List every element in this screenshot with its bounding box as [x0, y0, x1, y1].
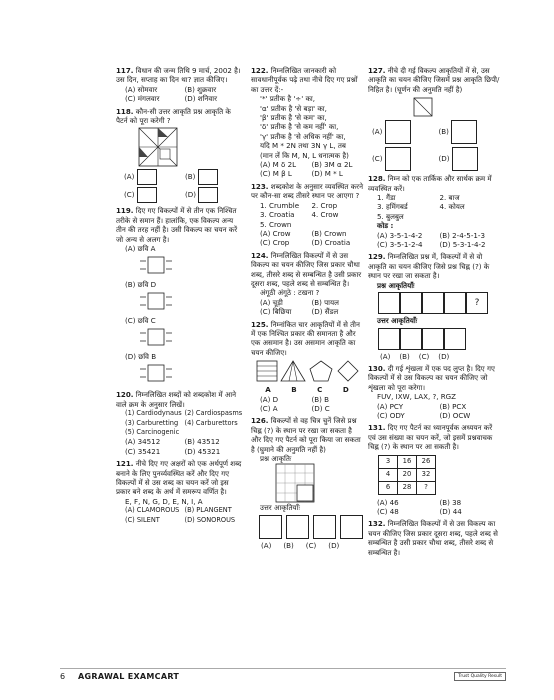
- question-figure-4: [444, 292, 466, 314]
- option-c[interactable]: (C): [418, 351, 430, 361]
- option-d[interactable]: (D) 44: [439, 506, 462, 516]
- answer-figure-b[interactable]: [286, 515, 309, 539]
- question-text: निम्नांकित चार आकृतियों में से तीन में एक निश्चित प्रकार की समानता है और एक असमान है। उस असमान आकृति का चयन कीजिए।: [251, 319, 360, 357]
- option-d[interactable]: (D) 45321: [184, 446, 221, 456]
- question-text: शब्दकोश के अनुसार व्यवस्थित करने पर कौन-सा शब्द तीसरे स्थान पर आएगा ?: [251, 181, 364, 201]
- question-text: निम्नलिखित विकल्पों में से उस विकल्प का चयन कीजिए जिस प्रकार दूसरा शब्द, पहले शब्द से सम्बन्धित है उसी प्रकार चौथा शब्द, तीसरे शब्द से सम्बन्धित है।: [368, 519, 498, 557]
- question-126: [251, 416, 363, 550]
- page-number: 6: [60, 671, 66, 681]
- list-item: (4) Carburettors: [184, 418, 238, 427]
- option-d[interactable]: (D) छवि B: [125, 351, 157, 361]
- answer-figure-label: उत्तर आकृतियाँः: [260, 503, 300, 513]
- option-c[interactable]: (C) Crop: [260, 238, 290, 248]
- option-a[interactable]: (A) D: [260, 394, 279, 404]
- question-figure: [275, 463, 315, 503]
- question-number: 118.: [116, 106, 134, 116]
- option-b[interactable]: (B): [399, 351, 410, 361]
- question-text: नीचे दिए गए अक्षरों को एक अर्थपूर्ण शब्द बनाने के लिए पुनर्व्यवस्थित करें और दिए गए विकल्पों में से उस शब्द का चयन करें जो इस प्रकार बने शब्द के अर्थ में समरूप वर्णित है।: [116, 459, 242, 497]
- question-122: [251, 66, 363, 179]
- option-a[interactable]: (A) Crow: [260, 228, 291, 238]
- option-b[interactable]: (B): [283, 540, 294, 550]
- option-b[interactable]: (B) शुक्रवार: [184, 84, 217, 94]
- option-c[interactable]: (C) मंगलवार: [125, 94, 160, 104]
- option-c[interactable]: (C) A: [260, 404, 278, 413]
- option-d[interactable]: (D) M * L: [311, 169, 343, 179]
- question-number: 126.: [251, 416, 269, 426]
- question-number: 125.: [251, 319, 269, 329]
- list-item: 5. बुलबुल: [377, 211, 404, 221]
- answer-figure-d[interactable]: [340, 515, 363, 539]
- question-number: 120.: [116, 390, 134, 400]
- rule-line: '*' प्रतीक है '÷' का,: [260, 94, 315, 104]
- list-item: (3) Carburetting: [125, 418, 179, 427]
- option-c[interactable]: (C) ODY: [377, 410, 405, 420]
- letters: E, F, N, G, D, E, N, I, A: [125, 496, 203, 506]
- question-text: विकल्पों से वह चित्र चुनें जिसे प्रश्न चिह्न (?) के स्थान पर रखा जा सकता है और दिए गए पैटर्न को पूरा किया जा सकता है (घुमाने की अनुमति नहीं है): [251, 416, 361, 454]
- question-number: 128.: [368, 174, 386, 184]
- question-text: दिए गए पैटर्न का ध्यानपूर्वक अध्ययन करें एवं उस संख्या का चयन करें, जो इसमें प्रश्नवाचक चिह्न (?) के स्थान पर आ सकती है।: [368, 423, 493, 452]
- option-d[interactable]: (D): [438, 351, 450, 361]
- figure-a: [136, 253, 176, 277]
- option-a[interactable]: (A) PCY: [377, 401, 404, 411]
- question-131: [368, 423, 502, 516]
- option-c[interactable]: (C) 48: [377, 506, 399, 516]
- question-text: नीचे दी गई विकल्प आकृतियों में से, उस आकृति का चयन कीजिए जिसमें प्रश्न आकृति छिपी/निहित है। (घूर्णन की अनुमति नहीं है): [368, 66, 500, 94]
- question-text: दी गई शृंखला में एक पद लुप्त है। दिए गए विकल्पों में से उस विकल्प का चयन कीजिए जो शृंखला को पूरा करेगा।: [368, 363, 495, 392]
- list-item: 3. हमिंगबर्ड: [377, 202, 408, 212]
- question-number: 132.: [368, 519, 386, 529]
- option-c[interactable]: (C) बिछिया: [260, 307, 292, 317]
- option-a[interactable]: (A) चूड़ी: [260, 297, 283, 307]
- option-a[interactable]: (A) M δ 2L: [260, 160, 297, 170]
- option-c[interactable]: (C) 3-5-1-2-4: [377, 240, 423, 250]
- code-label: कोड :: [377, 221, 394, 231]
- question-figure-3: [422, 292, 444, 314]
- option-d[interactable]: (D) 5-3-1-4-2: [439, 240, 486, 250]
- answer-figure-a[interactable]: [378, 328, 400, 350]
- option-c[interactable]: (C) SILENT: [125, 515, 160, 524]
- option-a[interactable]: (A): [380, 351, 391, 361]
- figure-b: [136, 289, 176, 313]
- option-c[interactable]: (C) छवि C: [125, 315, 156, 325]
- option-b[interactable]: (B) 3M α 2L: [311, 160, 353, 170]
- option-d[interactable]: (D): [185, 187, 244, 203]
- question-132: [368, 519, 502, 557]
- option-b[interactable]: (B) PCX: [439, 401, 467, 411]
- option-b[interactable]: (B) Crown: [311, 228, 347, 238]
- question-number: 117.: [116, 66, 134, 75]
- list-item: (1) Cardiodynaus: [125, 409, 182, 418]
- list-item: 4. कोयल: [439, 202, 465, 212]
- option-b[interactable]: (B) B: [311, 394, 330, 404]
- brand-logo: Trust Quality Result: [454, 672, 506, 681]
- option-b[interactable]: (B): [185, 169, 244, 185]
- number-grid: 3 16 26 4 20 32 6 28 ?: [378, 455, 436, 495]
- question-figure-label: प्रश्न आकृतियाँः: [377, 280, 415, 290]
- option-c[interactable]: (C): [124, 187, 183, 203]
- question-number: 127.: [368, 66, 386, 75]
- question-text: दिए गए विकल्पों में से तीन एक निश्चित तरीके से समान हैं। हालांकि, एक विकल्प अन्य तीन की तरह नहीं है। उसी विकल्प का चयन करें जो अन्य से अलग है।: [116, 206, 238, 244]
- question-129: [368, 252, 502, 360]
- question-number: 122.: [251, 66, 269, 75]
- figures-row: [255, 359, 359, 385]
- rule-line: (मान लें कि M, N, L धनात्मक है): [260, 150, 349, 160]
- figure-label: B: [291, 385, 297, 395]
- rule-line: 'δ' प्रतीक है 'से कम नहीं' का,: [260, 122, 339, 132]
- option-a[interactable]: (A): [124, 169, 183, 185]
- option-d[interactable]: (D) C: [311, 404, 330, 413]
- option-b[interactable]: (B) 2-4-5-1-3: [439, 230, 485, 240]
- option-a[interactable]: (A) छवि A: [125, 244, 156, 254]
- option-a[interactable]: (A): [261, 540, 272, 550]
- option-d[interactable]: (D): [328, 540, 340, 550]
- question-mark-box: ?: [466, 292, 488, 314]
- question-figure-label: प्रश्न आकृतिः: [260, 454, 292, 464]
- question-number: 119.: [116, 206, 134, 216]
- column-3: [368, 66, 502, 560]
- question-128: [368, 174, 502, 249]
- question-text: निम्न को एक तार्किक और सार्थक क्रम में व्यवस्थित करें।: [368, 174, 492, 193]
- list-item: 1. Crumble: [260, 200, 300, 210]
- option-b[interactable]: (B) 38: [439, 497, 462, 507]
- figure-label: A: [265, 385, 271, 395]
- column-2: [251, 66, 363, 553]
- list-item: (2) Cardiospasms: [184, 409, 243, 418]
- list-item: 5. Crown: [260, 219, 292, 229]
- option-a[interactable]: (A) 46: [377, 497, 399, 507]
- option-d[interactable]: (D): [439, 147, 503, 171]
- question-number: 123.: [251, 181, 269, 191]
- question-text: निम्नलिखित विकल्पों में से उस विकल्प का चयन कीजिए जिस प्रकार चौथा शब्द, तीसरे शब्द से सम्बन्धित है उसी प्रकार दूसरा शब्द, पहले शब्द से सम्बन्धित है।: [251, 250, 362, 288]
- figure-label: C: [317, 385, 323, 395]
- rule-line: 'γ' प्रतीक है 'से अधिक नहीं' का,: [260, 131, 346, 141]
- question-124: [251, 251, 363, 317]
- option-b[interactable]: (B) 43512: [184, 437, 220, 447]
- rule-line: 'β' प्रतीक है 'से कम' का,: [260, 113, 327, 123]
- option-a[interactable]: (A): [372, 120, 436, 144]
- figure-c: [136, 325, 176, 349]
- question-120: [116, 390, 244, 456]
- question-127: [368, 66, 502, 171]
- question-117: [116, 66, 244, 104]
- figure-d: [136, 361, 176, 385]
- question-118: [116, 107, 244, 204]
- question-number: 130.: [368, 363, 386, 373]
- option-b[interactable]: (B) पायल: [311, 297, 339, 307]
- question-number: 124.: [251, 250, 269, 260]
- question-number: 121.: [116, 459, 134, 469]
- option-b[interactable]: (B) PLANGENT: [184, 506, 232, 515]
- option-a[interactable]: (A) 34512: [125, 437, 161, 447]
- question-123: [251, 182, 363, 248]
- question-text: निम्नलिखित प्रश्न में, विकल्पों में से वो आकृति का चयन कीजिए जिसे प्रश्न चिह्न (?) के स्थान पर रखा जा सकता है।: [368, 252, 490, 281]
- question-text: निम्नलिखित शब्दों को शब्दकोश में आने वाले क्रम के अनुसार लिखें।: [116, 390, 237, 409]
- answer-figure-d[interactable]: [444, 328, 466, 350]
- question-119: [116, 206, 244, 387]
- question-figure: [412, 96, 434, 118]
- column-1: [116, 66, 244, 528]
- option-d[interactable]: (D) SONOROUS: [184, 515, 236, 524]
- rule-line: यदि M * 2N तथा 3N γ L, तब: [260, 141, 346, 151]
- answer-figure-c[interactable]: [313, 515, 336, 539]
- list-item: 1. गैंडा: [377, 193, 396, 203]
- question-130: [368, 364, 502, 420]
- option-c[interactable]: (C) M β L: [260, 169, 292, 179]
- question-text: विधान की जन्म तिथि 9 मार्च, 2002 है। उस दिन, सप्ताह का दिन था? ज्ञात कीजिए।: [116, 66, 241, 85]
- brand-name: AGRAWAL EXAMCART: [78, 671, 180, 681]
- option-d[interactable]: (D) OCW: [439, 410, 471, 420]
- question-number: 129.: [368, 252, 386, 262]
- answer-figure-b[interactable]: [400, 328, 422, 350]
- option-c[interactable]: (C): [372, 147, 436, 171]
- question-121: [116, 459, 244, 525]
- figure-label: D: [342, 385, 349, 395]
- series: FUV, IXW, LAX, ?, RGZ: [377, 392, 457, 402]
- word-pair: अंगूठी अंगूठे : टखना ?: [260, 288, 320, 298]
- option-c[interactable]: (C): [305, 540, 317, 550]
- question-figure: [138, 127, 178, 167]
- option-b[interactable]: (B) छवि D: [125, 279, 157, 289]
- list-item: 3. Croatia: [260, 210, 295, 220]
- option-c[interactable]: (C) 35421: [125, 446, 161, 456]
- option-b[interactable]: (B): [439, 120, 503, 144]
- answer-figure-label: उत्तर आकृतियाँः: [377, 316, 418, 326]
- answer-figure-c[interactable]: [422, 328, 444, 350]
- rule-line: 'α' प्रतीक है 'से बड़ा' का,: [260, 103, 327, 113]
- option-d[interactable]: (D) शनिवार: [184, 94, 218, 104]
- option-a[interactable]: (A) सोमवार: [125, 84, 158, 94]
- page-footer: [60, 668, 506, 683]
- option-d[interactable]: (D) Croatia: [311, 238, 351, 248]
- option-a[interactable]: (A) 3-5-1-4-2: [377, 230, 423, 240]
- question-125: [251, 320, 363, 414]
- option-d[interactable]: (D) सैंडल: [311, 307, 339, 317]
- question-figure-2: [400, 292, 422, 314]
- answer-figure-a[interactable]: [259, 515, 282, 539]
- question-text: कौन-सी उत्तर आकृति प्रश्न आकृति के पैटर्न को पूरा करेगी ?: [116, 106, 231, 126]
- list-item: (5) Carcinogenic: [125, 427, 180, 436]
- list-item: 2. Crop: [311, 200, 338, 210]
- list-item: 4. Crow: [311, 210, 339, 220]
- question-figure-1: [378, 292, 400, 314]
- question-text: निम्नलिखित जानकारी को सावधानीपूर्वक पढ़े तथा नीचे दिए गए प्रश्नों का उत्तर दें:-: [251, 66, 358, 94]
- option-a[interactable]: (A) CLAMOROUS: [125, 506, 180, 515]
- question-number: 131.: [368, 423, 386, 433]
- list-item: 2. बाज: [439, 193, 460, 203]
